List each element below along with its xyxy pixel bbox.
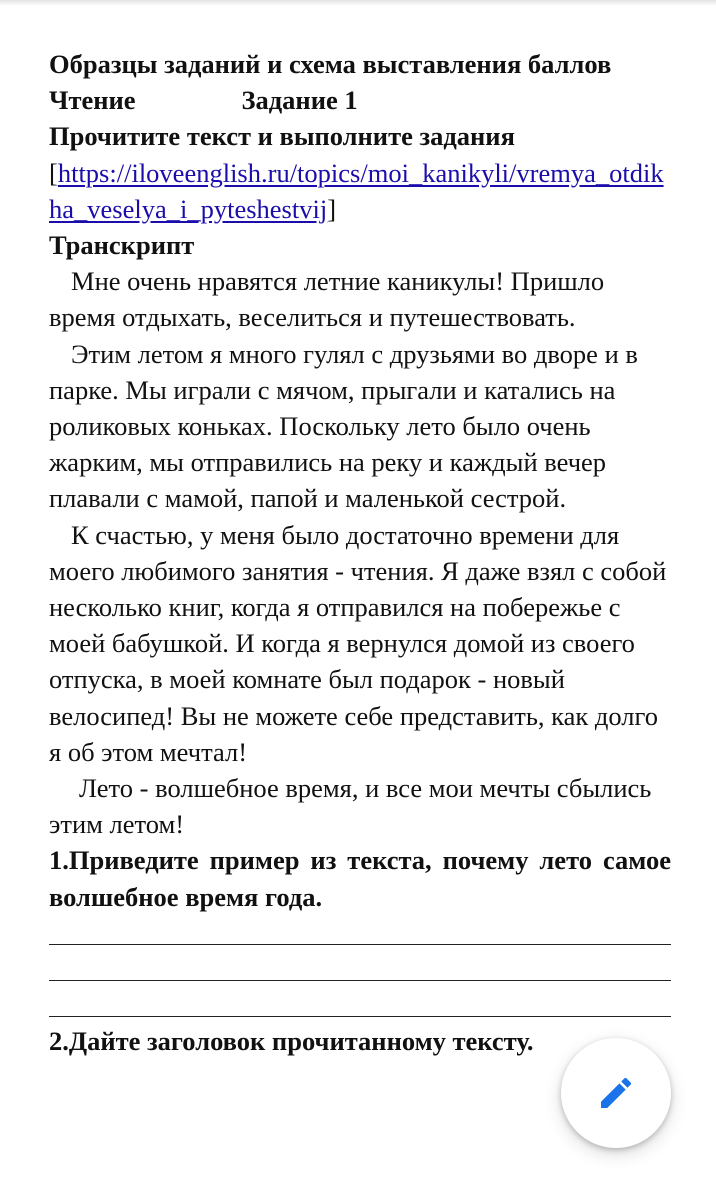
transcript-paragraph: Лето - волшебное время, и все мои мечты сбылись этим летом! [49,773,652,840]
edit-pencil-icon [596,1073,636,1113]
link-bracket-close: ] [327,193,337,224]
transcript-paragraph: Мне очень нравятся летние каникулы! Пришло время отдыхать, веселиться и путешествовать. [49,266,605,333]
task-label: Задание 1 [241,85,358,116]
section-label: Чтение [49,85,136,116]
question-1: 1.Приведите пример из текста, почему лето самое волшебное время года. [49,845,671,912]
edit-button[interactable] [561,1038,671,1148]
answer-line [49,981,671,1017]
question-2: 2.Дайте заголовок прочитанному тексту. [49,1025,534,1056]
answer-line [49,945,671,981]
transcript-paragraph: К счастью, у меня было достаточно времени для моего любимого занятия - чтения. Я даже взял с собой несколько книг, когда я отправился на побережье с моей бабушкой. И когда я вернулся домой из своего отпуска, в моей комнате был подарок - новый велосипед! Вы не можете себе представить, как долго я об этом мечтал! [49,519,667,767]
source-link-line [49,155,671,227]
link-bracket-open: [ [49,157,58,188]
top-edge-shadow [0,0,716,6]
transcript-heading: Транскрипт [49,230,195,261]
instruction-heading: Прочитите текст и выполните задания [49,121,515,152]
transcript-paragraph: Этим летом я много гулял с друзьями во дворе и в парке. Мы играли с мячом, прыгали и катались на роликовых коньках. Поскольку лето было очень жарким, мы отправились на реку и каждый вечер плавали с мамой, папой и маленькой сестрой. [49,338,638,514]
answer-line [49,909,671,945]
source-link[interactable]: https://iloveenglish.ru/topics/moi_kanikyli/vremya_otdikha_veselya_i_pyteshestvij [49,157,664,224]
document-title: Образцы заданий и схема выставления баллов [49,49,612,79]
section-heading [49,82,671,118]
document-page [49,46,671,1059]
